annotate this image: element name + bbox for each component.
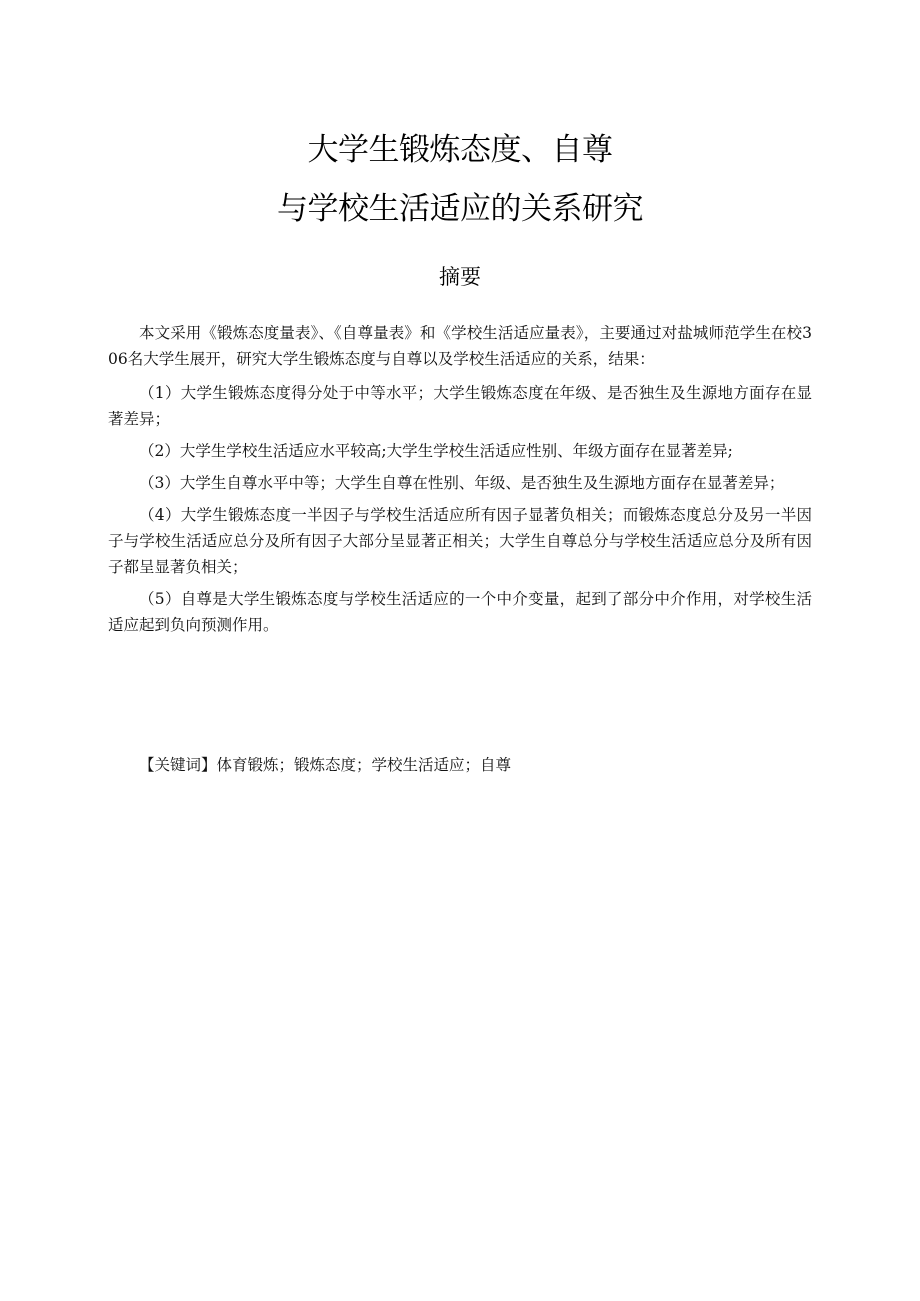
- abstract-heading: 摘要: [439, 265, 481, 289]
- paper-title-line-2: 与学校生活适应的关系研究: [277, 191, 643, 227]
- paper-title-line-1: 大学生锻炼态度、自尊: [307, 132, 613, 168]
- keywords-line: 【关键词】体育锻炼；锻炼态度；学校生活适应；自尊: [139, 756, 512, 774]
- finding-5-paragraph: （5）自尊是大学生锻炼态度与学校生活适应的一个中介变量，起到了部分中介作用，对学校生活适应起到负向预测作用。: [108, 590, 812, 634]
- abstract-intro-paragraph: 本文采用《锻炼态度量表》、《自尊量表》和《学校生活适应量表》，主要通过对盐城师范学生在校306名大学生展开，研究大学生锻炼态度与自尊以及学校生活适应的关系，结果：: [108, 324, 812, 368]
- finding-2-paragraph: （2）大学生学校生活适应水平较高;大学生学校生活适应性别、年级方面存在显著差异;: [139, 442, 733, 460]
- finding-3-paragraph: （3）大学生自尊水平中等；大学生自尊在性别、年级、是否独生及生源地方面存在显著差异；: [139, 474, 785, 492]
- finding-4-paragraph: （4）大学生锻炼态度一半因子与学校生活适应所有因子显著负相关；而锻炼态度总分及另一半因子与学校生活适应总分及所有因子大部分呈显著正相关；大学生自尊总分与学校生活适应总分及所有因子都呈显著负相关；: [108, 506, 812, 576]
- abstract-body: [108, 320, 812, 644]
- finding-1-paragraph: （1）大学生锻炼态度得分处于中等水平；大学生锻炼态度在年级、是否独生及生源地方面存在显著差异；: [108, 384, 812, 428]
